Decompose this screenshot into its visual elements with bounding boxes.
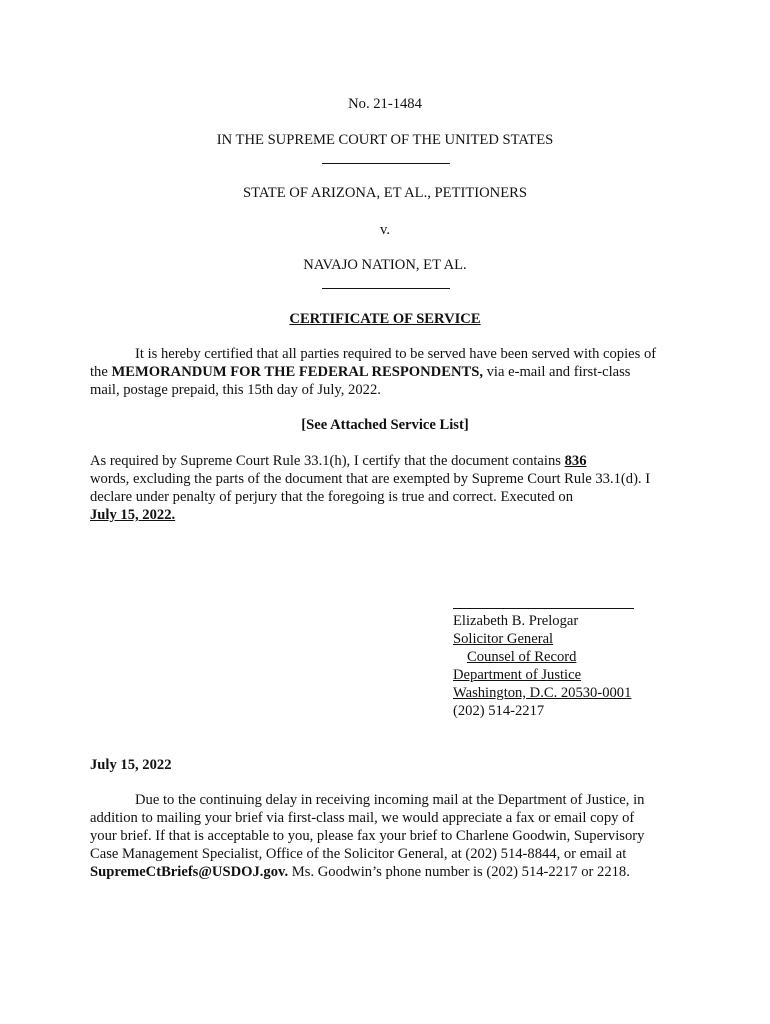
- para2-line2: words, excluding the parts of the document that are exempted by Supreme Court Rule 33.1(d). I: [90, 471, 651, 487]
- service-list-note: [See Attached Service List]: [301, 417, 469, 433]
- notice-line1: Due to the continuing delay in receiving incoming mail at the Department of Justice, in: [135, 792, 645, 808]
- signer-department: Department of Justice: [453, 667, 582, 683]
- para1-line1: It is hereby certified that all parties required to be served have been served with copies of: [135, 346, 657, 362]
- para2-line1: As required by Supreme Court Rule 33.1(h), I certify that the document contains 836: [90, 453, 587, 469]
- notice-date: July 15, 2022: [90, 757, 172, 773]
- memorandum-title: MEMORANDUM FOR THE FEDERAL RESPONDENTS,: [111, 364, 483, 380]
- signer-address: Washington, D.C. 20530-0001: [453, 685, 632, 701]
- notice-line2: addition to mailing your brief via first-class mail, we would appreciate a fax or email copy of: [90, 810, 635, 826]
- notice-line4: Case Management Specialist, Office of the Solicitor General, at (202) 514-8844, or email at: [90, 846, 627, 862]
- header-divider-top: [322, 163, 450, 164]
- certificate-title: CERTIFICATE OF SERVICE: [289, 311, 481, 327]
- signature-line: [453, 608, 634, 609]
- header-divider-bottom: [322, 288, 450, 289]
- signer-name: Elizabeth B. Prelogar: [453, 613, 579, 629]
- para1-line3: mail, postage prepaid, this 15th day of July, 2022.: [90, 382, 381, 398]
- para1-line2: the MEMORANDUM FOR THE FEDERAL RESPONDENTS, via e-mail and first-class: [90, 364, 631, 380]
- respondents: NAVAJO NATION, ET AL.: [303, 257, 467, 273]
- signer-phone: (202) 514-2217: [453, 703, 545, 719]
- executed-date: July 15, 2022.: [90, 507, 176, 523]
- docket-number: No. 21-1484: [348, 96, 422, 112]
- signer-role: Counsel of Record: [467, 649, 577, 665]
- para2-line3: declare under penalty of perjury that the foregoing is true and correct. Executed on: [90, 489, 574, 505]
- notice-line5: SupremeCtBriefs@USDOJ.gov. Ms. Goodwin’s phone number is (202) 514-2217 or 2218.: [90, 864, 630, 880]
- versus: v.: [380, 222, 390, 238]
- petitioners: STATE OF ARIZONA, ET AL., PETITIONERS: [243, 185, 527, 201]
- notice-line3: your brief. If that is acceptable to you, please fax your brief to Charlene Goodwin, Supervisory: [90, 828, 645, 844]
- signer-title: Solicitor General: [453, 631, 554, 647]
- court-name: IN THE SUPREME COURT OF THE UNITED STATES: [216, 132, 554, 148]
- email-address: SupremeCtBriefs@USDOJ.gov.: [90, 864, 289, 880]
- word-count: 836: [564, 453, 587, 469]
